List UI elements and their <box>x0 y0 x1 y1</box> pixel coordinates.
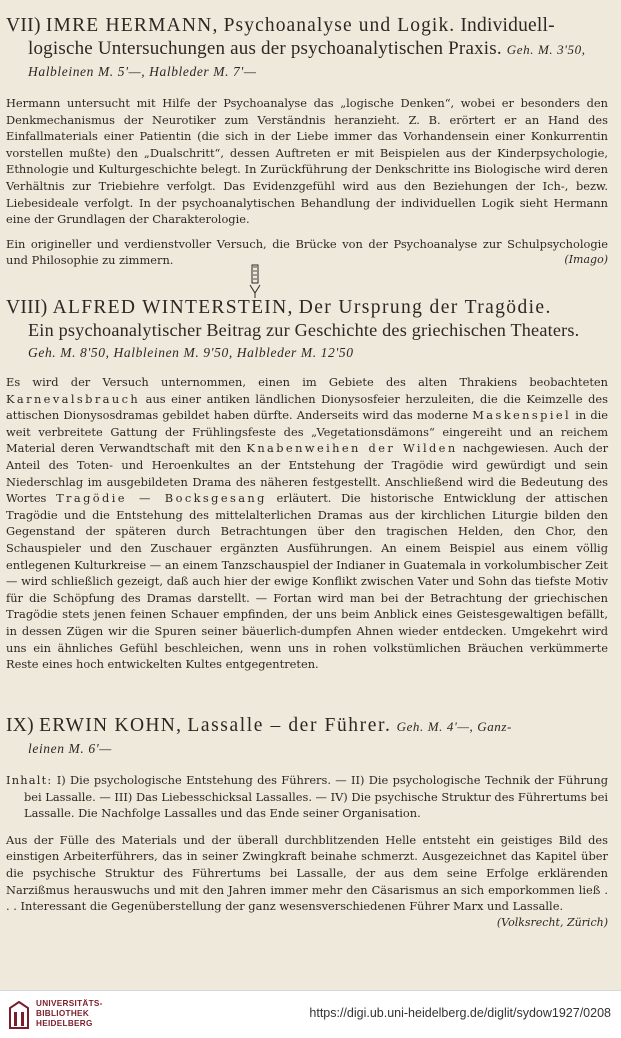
entry-paragraph-text: in die weit verbreitete Gattung der Frühlingsfeste des „Vegetationsdämons“ eingereiht und an reichem Material deren Verwandtschaft mit den <box>6 408 609 456</box>
entry-vii-title <box>6 14 608 37</box>
entry-price: Geh. M. 3'50, <box>506 42 586 57</box>
contents-label: Inhalt: <box>6 773 53 787</box>
entry-ix-body <box>6 832 608 929</box>
entry-ix-price-line: leinen M. 6'— <box>28 741 112 756</box>
entry-vii <box>6 14 608 269</box>
entry-number: IX) <box>6 715 34 736</box>
emphasis-spaced: Maskenspiel <box>472 408 572 423</box>
logo-line: HEIDELBERG <box>36 1019 93 1028</box>
source-citation: (Volksrecht, Zürich) <box>496 915 608 929</box>
entry-viii-price-line: Geh. M. 8'50, Halbleinen M. 9'50, Halbleder M. 12'50 <box>28 345 354 360</box>
entry-viii-body <box>6 374 608 673</box>
entry-paragraph <box>6 832 608 929</box>
entry-vii-title-line2 <box>6 37 608 61</box>
entry-author: IMRE HERMANN, <box>45 15 219 36</box>
entry-ix <box>6 714 608 931</box>
entry-viii <box>6 296 608 673</box>
contents-list <box>6 772 608 822</box>
entry-price: Geh. M. 4'—, Ganz- <box>396 719 512 734</box>
entry-paragraph-text: Aus der Fülle des Materials und der überall durchblitzenden Helle entsteht ein geistiges Bild des einstigen Arbeiterführers, das in seiner Zwingkraft beinahe schmerzt. Ausgezeichnet das Kapitel über die psychische Struktur des Führertums bei Lassalle, der aus dem seine Erfolge erklärenden Narzißmus herauswuchs und mit den Jahren immer mehr den Cäsarismus an sich emporkommen ließ . . . Interessant die Gegenüberstellung der ganz wesensverschiedenen Führer Marx und Lassalle. <box>6 832 608 914</box>
entry-number: VIII) <box>6 297 48 318</box>
entry-viii-title-line2: Ein psychoanalytischer Beitrag zur Geschichte des griechischen Theaters. <box>28 320 580 340</box>
entry-vii-body <box>6 95 608 269</box>
library-logo-text <box>36 999 103 1029</box>
entry-viii-title <box>6 296 608 319</box>
entry-ix-contents <box>6 772 608 822</box>
entry-number: VII) <box>6 15 41 36</box>
entry-paragraph-text: erläutert. Die historische Entwicklung der attischen Tragödie und die Entstehung des mittelalterlichen Dramas aus der kirchlichen Liturgie bilden den Gegenstand der späteren durch Betrachtungen über den tragischen Helden, den Chor, den Schauspieler und den Zuschauer ergänzten Ausführungen. An einem Beispiel aus einem völlig entlegenen Kulturkreise — an einem Tanzschauspiel der Indianer in Guatemala in vorkolumbischer Zeit — wird schließlich gezeigt, daß auch hier der ewige Konflikt zwischen Vater und Sohn das tiefste Motiv für die Schöpfung des Dramas darstellt. — Fortan wird man bei der Betrachtung der griechischen Tragödie stets jenen feinen Schauer empfinden, der uns beim Anblick eines Geistesgewaltigen befällt, in dessen Zügen wir die Spuren seiner bäuerlich-dumpfen Ahnen wieder entdecken. Umgekehrt wird uns ein ähnliches Gefühl beschleichen, wenn uns in rohen volkstümlichen Bräuchen verkümmerte Reste eines hoch entwickelten Kultes entgegentreten. <box>6 491 609 672</box>
entry-paragraph <box>6 236 608 269</box>
library-logo-icon[interactable] <box>8 1000 30 1030</box>
entry-paragraph: Hermann untersucht mit Hilfe der Psychoanalyse das „logische Denken“, wobei er besonders den Denkmechanismus der Neurotiker zum Verständnis heranzieht. Z. B. erörtert er an Hand des Einfallmaterials einer Patientin (die sich in der Liebe immer das Vorhandensein einer Konkurrentin vorstellen mußte) den „Dualschritt“, dessen Auftreten er mit Beispielen aus der Kinderpsychologie, Ethnologie und Kulturgeschichte belegt. In Zurückführung der Denkschritte ins Biologische wird deren Verhältnis zur Triebiehre verfolgt. Das Evidenzgefühl wird aus den Beziehungen der Ich-, bezw. Liebesideale verfolgt. In der psychoanalytischen Behandlung der individuellen Logik sieht Hermann eine der Grundlagen der Charakterologie. <box>6 96 608 227</box>
entry-author: ALFRED WINTERSTEIN, <box>52 297 294 318</box>
entry-author: ERWIN KOHN, <box>39 715 183 736</box>
entry-ix-title <box>6 714 608 738</box>
entry-title-rest: Individuell- <box>460 15 555 36</box>
entry-title-spaced: Psychoanalyse und Logik. <box>223 15 456 36</box>
entry-paragraph-text: aus einer antiken ländlichen Dionysosfeier herzuleiten, die die Keimzelle des attischen Dionysosdramas gebildet haben dürfte. Anderseits wird das moderne <box>6 391 608 423</box>
entry-vii-price-line: Halbleinen M. 5'—, Halbleder M. 7'— <box>28 64 257 79</box>
permalink-url[interactable]: https://digi.ub.uni-heidelberg.de/diglit/sydow1927/0208 <box>309 1006 611 1020</box>
contents-text: I) Die psychologische Entstehung des Führers. — II) Die psychologische Technik der Führung bei Lassalle. — III) Das Liebesschicksal Lassalles. — IV) Die psychische Struktur des Führertums bei Lassalle. Die Nachfolge Lassalles und das Ende seiner Organisation. <box>24 773 608 821</box>
source-citation: (Imago) <box>564 253 608 267</box>
entry-title-line2: logische Untersuchungen aus der psychoanalytischen Praxis. <box>28 38 502 59</box>
entry-paragraph <box>6 374 608 673</box>
emphasis-spaced: Knabenweihen der Wilden <box>246 441 458 456</box>
entry-title-spaced: Der Ursprung der Tragödie. <box>298 297 552 318</box>
logo-line: BIBLIOTHEK <box>36 1009 90 1018</box>
entry-paragraph-text: nachgewiesen. Auch der Anteil des Toten- und Heroenkultes an der Entstehung der Tragödie wird gewürdigt und sein Niederschlag im ausgebildeten Drama des näheren festgestellt. Anschließend wird die Bedeutung des Wortes <box>6 441 609 506</box>
entry-title-spaced: Lassalle – der Führer. <box>187 715 392 736</box>
footer-bar <box>0 990 621 1038</box>
ornament-icon <box>246 263 264 299</box>
entry-paragraph-text: Es wird der Versuch unternommen, einen im Gebiete des alten Thrakiens beobachteten <box>6 375 608 389</box>
emphasis-spaced: Tragödie — Bocksgesang <box>56 491 267 506</box>
logo-line: UNIVERSITÄTS- <box>36 999 103 1008</box>
emphasis-spaced: Karnevalsbrauch <box>6 391 141 406</box>
entry-paragraph-text: Ein origineller und verdienstvoller Versuch, die Brücke von der Psychoanalyse zur Schulpsychologie und Philosophie zu zimmern. <box>6 236 608 268</box>
